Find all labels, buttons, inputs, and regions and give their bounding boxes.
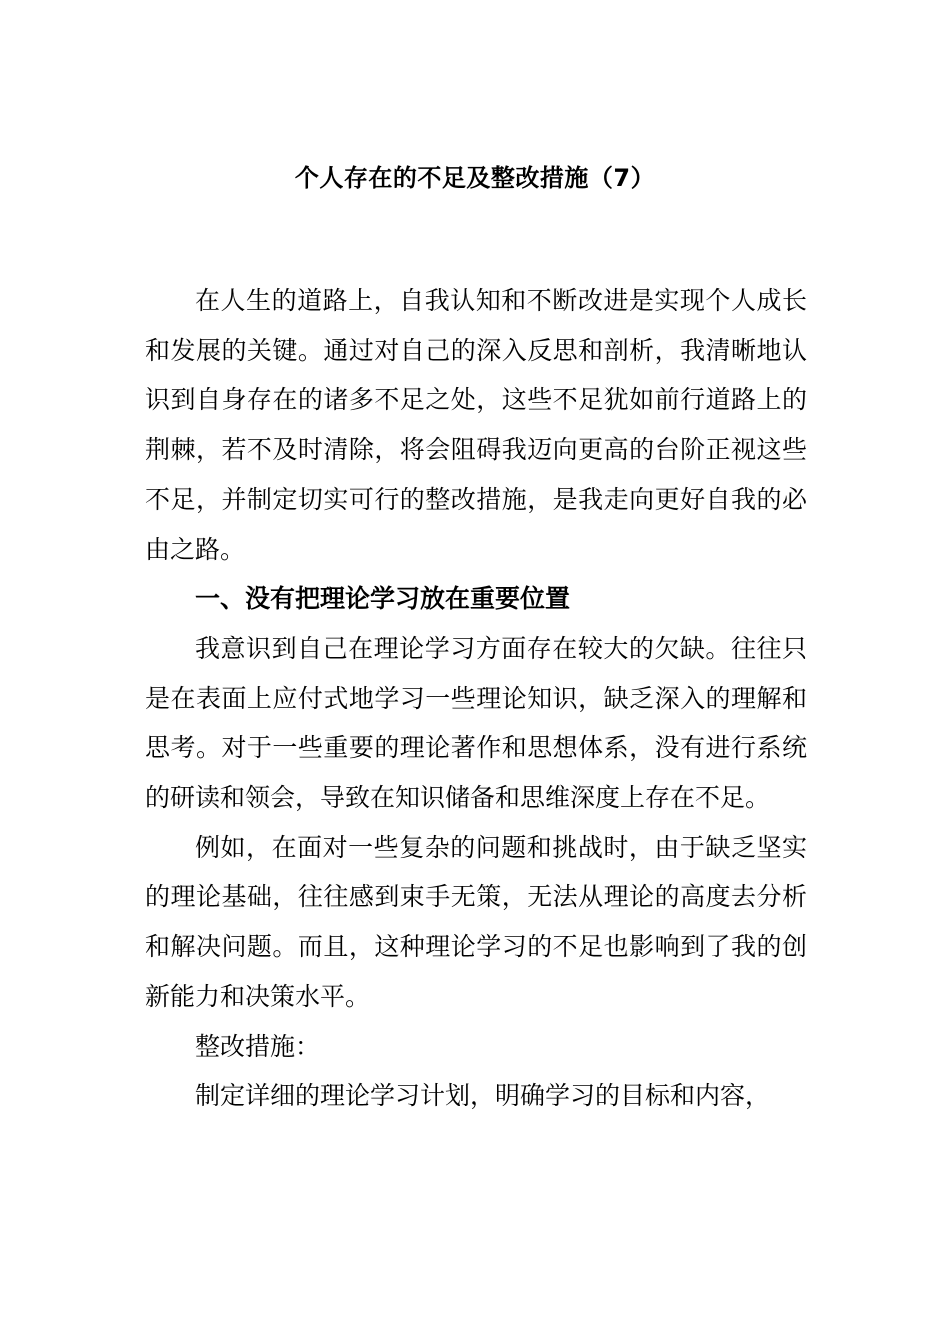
body-paragraph: 例如，在面对一些复杂的问题和挑战时，由于缺乏坚实的理论基础，往往感到束手无策，无法从理论的高度去分析和解决问题。而且，这种理论学习的不足也影响到了我的创新能力和决策水平。	[145, 832, 807, 1011]
document-body	[145, 276, 807, 1121]
section-heading: 一、没有把理论学习放在重要位置	[195, 584, 571, 614]
intro-paragraph: 在人生的道路上，自我认知和不断改进是实现个人成长和发展的关键。通过对自己的深入反思和剖析，我清晰地认识到自身存在的诸多不足之处，这些不足犹如前行道路上的荆棘，若不及时清除，将会阻碍我迈向更高的台阶正视这些不足，并制定切实可行的整改措施，是我走向更好自我的必由之路。	[145, 286, 807, 564]
document-title: 个人存在的不足及整改措施（7）	[294, 164, 656, 192]
measures-label: 整改措施：	[195, 1031, 321, 1061]
body-paragraph: 制定详细的理论学习计划，明确学习的目标和内容，	[195, 1081, 771, 1111]
body-paragraph: 我意识到自己在理论学习方面存在较大的欠缺。往往只是在表面上应付式地学习一些理论知识，缺乏深入的理解和思考。对于一些重要的理论著作和思想体系，没有进行系统的研读和领会，导致在知识储备和思维深度上存在不足。	[145, 633, 807, 813]
